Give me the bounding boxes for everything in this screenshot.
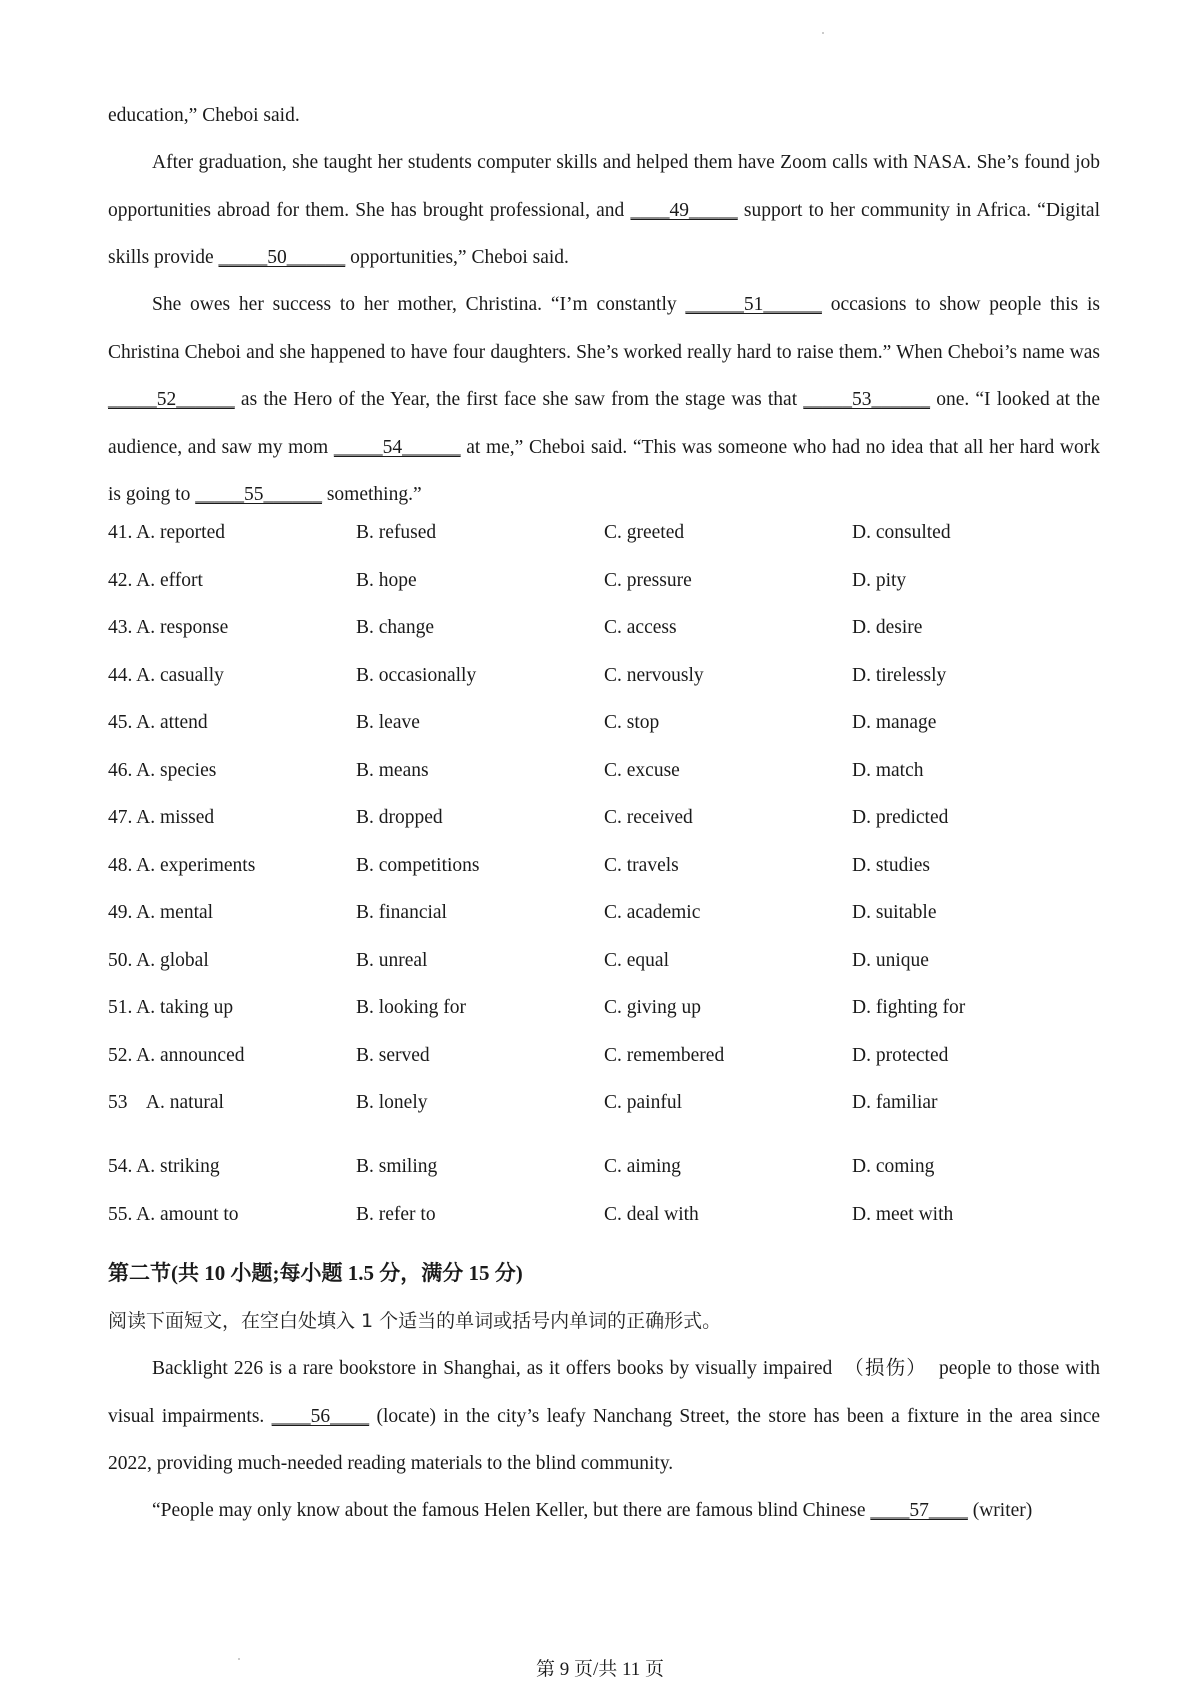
option-c: C. equal: [604, 949, 669, 971]
option-b: B. occasionally: [356, 664, 477, 686]
option-row-52: [108, 1041, 1100, 1071]
option-c: C. giving up: [604, 997, 701, 1018]
passage-paragraph-1: After graduation, she taught her students computer skills and helped them have Zoom calls with NASA. She’s found job opportunities abroad for them. She has brought professional, and ____49_____ support to her community in Africa. “Digital skills provide _____50______ opportunities,” Cheboi said.: [108, 152, 1100, 268]
option-c: C. remembered: [604, 1044, 725, 1066]
option-b: B. financial: [356, 902, 447, 923]
option-a: 43. A. response: [108, 617, 229, 638]
option-a: 41. A. reported: [108, 522, 225, 543]
option-b: B. refer to: [356, 1203, 436, 1225]
option-d: D. protected: [852, 1044, 949, 1066]
option-b: B. looking for: [356, 997, 466, 1018]
option-d: D. suitable: [852, 902, 937, 923]
option-row-44: [108, 661, 1100, 691]
section2-paragraph-2: “People may only know about the famous Helen Keller, but there are famous blind Chinese ____57____ (writer): [152, 1500, 1033, 1521]
blank-51: ______51______: [685, 294, 822, 315]
option-d: D. familiar: [852, 1092, 938, 1113]
option-c: C. travels: [604, 854, 679, 876]
option-b: B. served: [356, 1044, 430, 1066]
option-b: B. competitions: [356, 854, 480, 876]
option-c: C. deal with: [604, 1203, 699, 1225]
blank-52: _____52______: [108, 389, 235, 410]
option-a: 49. A. mental: [108, 902, 214, 923]
option-a: 55. A. amount to: [108, 1203, 239, 1225]
option-c: C. received: [604, 807, 693, 828]
option-row-53: [108, 1088, 1100, 1118]
option-b: B. lonely: [356, 1092, 428, 1113]
option-d: D. meet with: [852, 1203, 954, 1225]
section-title: 第二节(共 10 小题;每小题 1.5 分，满分 15 分): [108, 1261, 523, 1285]
option-b: B. change: [356, 617, 434, 638]
option-b: B. means: [356, 759, 429, 781]
option-d: D. match: [852, 759, 924, 781]
option-b: B. hope: [356, 569, 417, 591]
option-c: C. aiming: [604, 1156, 681, 1177]
option-row-46: [108, 756, 1100, 786]
option-a: 50. A. global: [108, 949, 209, 971]
option-d: D. predicted: [852, 807, 949, 828]
blank-57: ____57____: [870, 1500, 968, 1521]
option-row-49: [108, 898, 1100, 928]
option-b: B. refused: [356, 522, 437, 543]
option-a: 44. A. casually: [108, 664, 224, 686]
scan-speck: [822, 32, 824, 34]
section-instruction: 阅读下面短文，在空白处填入 1 个适当的单词或括号内单词的正确形式。: [108, 1310, 722, 1332]
option-d: D. manage: [852, 712, 937, 733]
blank-54: _____54______: [333, 436, 461, 458]
blank-50: _____50______: [218, 247, 346, 268]
option-d: D. tirelessly: [852, 664, 947, 686]
option-a: 52. A. announced: [108, 1044, 245, 1066]
option-d: D. fighting for: [852, 997, 966, 1018]
option-b: B. smiling: [356, 1156, 438, 1177]
option-c: C. pressure: [604, 569, 692, 591]
option-d: D. studies: [852, 854, 930, 876]
blank-56: ____56____: [271, 1405, 370, 1427]
option-a: 48. A. experiments: [108, 854, 256, 876]
option-c: C. nervously: [604, 664, 704, 686]
blank-53: _____53______: [803, 389, 931, 410]
option-c: C. stop: [604, 712, 660, 733]
option-a: 53 A. natural: [108, 1092, 224, 1113]
option-row-55: [108, 1200, 1100, 1230]
option-a: 42. A. effort: [108, 569, 203, 591]
option-a: 54. A. striking: [108, 1156, 220, 1177]
option-c: C. access: [604, 617, 677, 638]
option-c: C. academic: [604, 902, 701, 923]
option-row-43: [108, 613, 1100, 643]
option-row-50: [108, 946, 1100, 976]
option-d: D. consulted: [852, 522, 951, 543]
option-row-51: [108, 993, 1100, 1023]
option-row-54: [108, 1152, 1100, 1182]
option-row-42: [108, 566, 1100, 596]
option-a: 51. A. taking up: [108, 997, 234, 1018]
option-d: D. coming: [852, 1156, 935, 1177]
option-d: D. desire: [852, 617, 923, 638]
blank-55: _____55______: [195, 484, 322, 505]
option-b: B. unreal: [356, 949, 428, 971]
option-row-41: [108, 518, 1100, 548]
option-a: 45. A. attend: [108, 712, 208, 733]
option-c: C. painful: [604, 1092, 682, 1113]
passage-paragraph-2: She owes her success to her mother, Christina. “I’m constantly ______51______ occasions to show people this is Christina Cheboi and she happened to have four daughters. She’s worked really hard to raise them.” When Cheboi’s name was _____52______ as the Hero of the Year, the first face she saw from the stage was that _____53______ one. “I looked at the audience, and saw my mom _____54______ at me,” Cheboi said. “This was someone who had no idea that all her hard work is going to _____55______ something.”: [108, 294, 1101, 505]
option-d: D. unique: [852, 949, 929, 971]
option-row-47: [108, 803, 1100, 833]
option-row-48: [108, 851, 1100, 881]
option-b: B. dropped: [356, 807, 443, 828]
option-row-45: [108, 708, 1100, 738]
passage-line-0: education,” Cheboi said.: [108, 105, 300, 126]
option-b: B. leave: [356, 712, 420, 733]
option-c: C. excuse: [604, 759, 680, 781]
blank-49: ____49_____: [630, 199, 738, 221]
option-c: C. greeted: [604, 522, 685, 543]
option-a: 46. A. species: [108, 759, 217, 781]
page-number-footer: 第 9 页/共 11 页: [535, 1659, 665, 1680]
option-d: D. pity: [852, 569, 907, 591]
section2-paragraph-1: Backlight 226 is a rare bookstore in Shanghai, as it offers books by visually impaired （损伤） people to those with visual impairments. ____56____ (locate) in the city’s leafy Nanchang Street, the store has been a fixture in the area since 2022, providing much-needed reading materials to the blind community.: [108, 1358, 1105, 1474]
option-a: 47. A. missed: [108, 807, 215, 828]
